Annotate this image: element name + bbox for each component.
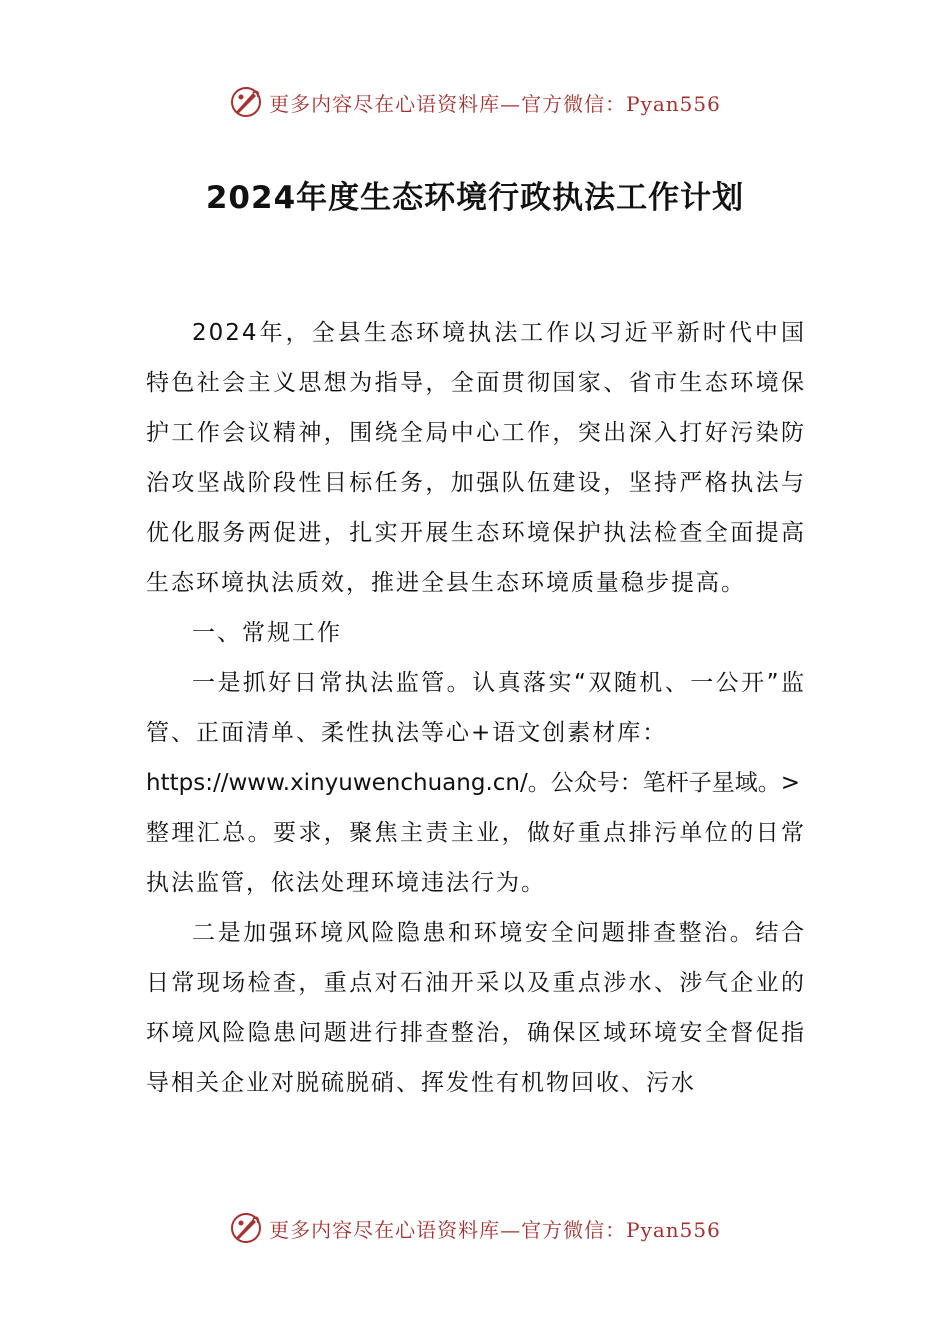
paragraph-item-1-continued: 整理汇总。要求，聚焦主责主业，做好重点排污单位的日常执法监管，依法处理环境违法行为。	[146, 820, 806, 896]
wechat-id: Pyan556	[626, 1217, 721, 1242]
watermark-text	[269, 88, 721, 117]
paragraph-intro: 2024年，全县生态环境执法工作以习近平新时代中国特色社会主义思想为指导，全面贯彻国家、省市生态环境保护工作会议精神，围绕全局中心工作，突出深入打好污染防治攻坚战阶段性目标任务，加强队伍建设，坚持严格执法与优化服务两促进，扎实开展生态环境保护执法检查全面提高生态环境执法质效，推进全县生态环境质量稳步提高。	[146, 320, 806, 596]
quill-pen-seal-icon	[229, 85, 263, 119]
watermark-main-text: 更多内容尽在心语资料库—官方微信：	[269, 1217, 627, 1242]
paragraph-url-line: https://www.xinyuwenchuang.cn/。公众号：笔杆子星域。>	[146, 770, 801, 796]
wechat-id: Pyan556	[626, 91, 721, 116]
paragraph-item-1: 一是抓好日常执法监管。认真落实“双随机、一公开”监管、正面清单、柔性执法等心+语文创素材库：	[146, 670, 806, 746]
document-body	[146, 308, 806, 1108]
watermark-text	[269, 1214, 721, 1243]
quill-pen-seal-icon	[229, 1211, 263, 1245]
document-title: 2024年度生态环境行政执法工作计划	[205, 180, 745, 216]
watermark-main-text: 更多内容尽在心语资料库—官方微信：	[269, 91, 627, 116]
header-watermark	[0, 82, 950, 122]
section-heading: 一、常规工作	[192, 620, 342, 646]
paragraph-item-2: 二是加强环境风险隐患和环境安全问题排查整治。结合日常现场检查，重点对石油开采以及重点涉水、涉气企业的环境风险隐患问题进行排查整治，确保区域环境安全督促指导相关企业对脱硫脱硝、挥发性有机物回收、污水	[146, 920, 806, 1096]
footer-watermark	[0, 1208, 950, 1248]
